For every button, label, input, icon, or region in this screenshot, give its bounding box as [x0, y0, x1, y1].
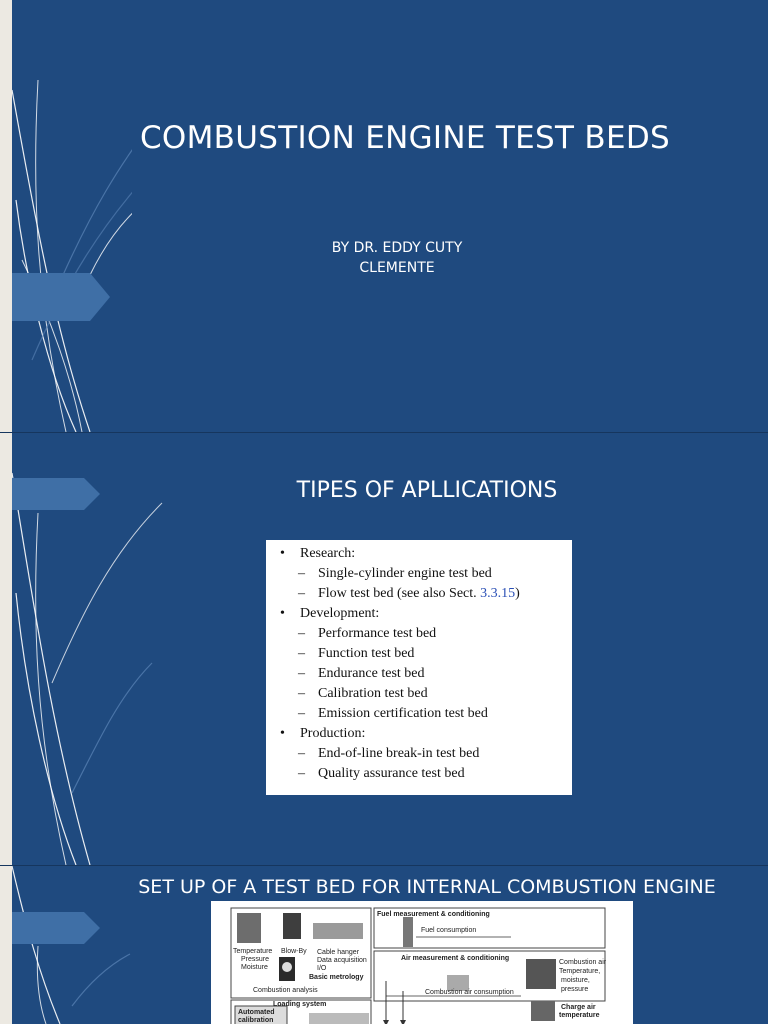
slide-setup — [12, 866, 768, 1024]
list-item: – Endurance test bed — [298, 664, 425, 684]
list-item: – Quality assurance test bed — [298, 764, 465, 784]
automated-label: Automated — [238, 1009, 275, 1016]
decorative-lines — [12, 0, 132, 432]
bullet-mark: • — [280, 606, 285, 621]
blow-by-label: Blow-By — [281, 948, 307, 955]
charge-air-temp-label: temperature — [559, 1012, 600, 1019]
io-label: I/O — [317, 965, 327, 972]
dash-mark: – — [298, 626, 305, 641]
section-reference: 3.3.15 — [480, 586, 516, 601]
list-item: • Production: — [280, 724, 365, 744]
test-bed-diagram — [211, 901, 633, 1024]
presentation-title: COMBUSTION ENGINE TEST BEDS — [139, 120, 670, 156]
fuel-header-label: Fuel measurement & conditioning — [377, 911, 490, 918]
data-acquisition-label: Data acquisition — [317, 957, 367, 964]
arrow-shape — [12, 912, 102, 944]
list-item: – Emission certification test bed — [298, 704, 488, 724]
fuel-consumption-label: Fuel consumption — [421, 927, 477, 934]
temperature-label: Temperature, — [559, 968, 601, 975]
calibration-label: calibration — [238, 1017, 274, 1024]
air-header-label: Air measurement & conditioning — [401, 955, 510, 962]
dash-mark: – — [298, 666, 305, 681]
temperature-short-label: Temperature — [233, 948, 273, 955]
combustion-air-consumption-label: Combustion air consumption — [425, 989, 514, 996]
list-item: – Calibration test bed — [298, 684, 428, 704]
arrow-shape — [12, 478, 102, 510]
list-item: – Function test bed — [298, 644, 414, 664]
dash-mark: – — [298, 586, 305, 601]
loading-system-label: Loading system — [273, 1001, 327, 1008]
moisture-label: moisture, — [561, 977, 590, 984]
pressure-label: pressure — [561, 986, 589, 993]
bullet-mark: • — [280, 726, 285, 741]
bullet-mark: • — [280, 546, 285, 561]
basic-metrology-label: Basic metrology — [309, 974, 364, 981]
list-item: • Development: — [280, 604, 379, 624]
dash-mark: – — [298, 646, 305, 661]
applications-list-image — [266, 540, 572, 795]
slide-applications — [12, 433, 768, 865]
combustion-air-label: Combustion air — [559, 959, 607, 966]
list-item: – End-of-line break-in test bed — [298, 744, 479, 764]
pressure-short-label: Pressure — [241, 956, 270, 963]
dash-mark: – — [298, 746, 305, 761]
slide-title: SET UP OF A TEST BED FOR INTERNAL COMBUSTION ENGINE — [138, 876, 716, 898]
list-item: – Performance test bed — [298, 624, 436, 644]
dash-mark: – — [298, 706, 305, 721]
slide-title — [12, 0, 768, 432]
dash-mark: – — [298, 566, 305, 581]
combustion-analysis-label: Combustion analysis — [253, 987, 318, 994]
moisture-short-label: Moisture — [241, 964, 268, 971]
cable-hanger-label: Cable hanger — [317, 949, 360, 956]
author — [297, 238, 497, 278]
page-edge — [0, 0, 12, 1024]
list-item: • Research: — [280, 544, 355, 564]
charge-air-label: Charge air — [561, 1004, 596, 1011]
author-line-2: CLEMENTE — [359, 260, 435, 276]
dash-mark: – — [298, 686, 305, 701]
slide-title: TIPES OF APLLICATIONS — [296, 478, 558, 503]
author-line-1: BY DR. EDDY CUTY — [331, 240, 463, 256]
list-item: – Single-cylinder engine test bed — [298, 564, 492, 584]
arrow-shape — [12, 273, 112, 321]
dash-mark: – — [298, 766, 305, 781]
list-item: – Flow test bed (see also Sect. 3.3.15) — [298, 584, 520, 604]
